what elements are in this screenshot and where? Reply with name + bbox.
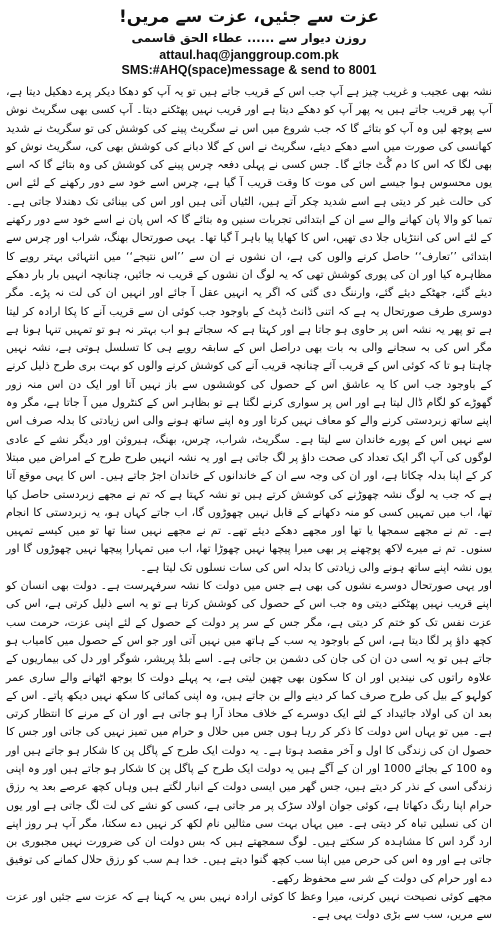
author-name: عطاء الحق قاسمی: [131, 31, 243, 45]
byline-separator: ......: [247, 31, 275, 45]
byline: [6, 30, 492, 46]
column-title: عزت سے جئیں، عزت سے مریں!: [119, 7, 379, 27]
paragraph-3: مجھے کوئی نصیحت نہیں کرنی، میرا وعظ کا کوئی ارادہ نہیں بس یہ کہنا ہے کہ عزت سے جئیں اور عزت سے مریں، سب سے بڑی دولت یہی ہے۔: [6, 890, 492, 922]
column-header: [6, 6, 492, 78]
column-name: روزن دیوار سے: [278, 31, 367, 45]
column-body: [6, 83, 492, 925]
paragraph-1: نشہ بھی عجیب و غریب چیز ہے آپ جب اس کے قریب جاتے ہیں تو یہ آپ کو دھکا دیکر پرے دھکیل دیتا ہے، آپ پھر قریب جاتے ہیں یہ پھر آپ کو دھکے دیتا ہے اور قریب نہیں پھٹکنے دیتا۔ آپ کسی بھی سگریٹ نوش سے پوچھ لیں وہ آپ کو بتائے گا کہ جب شروع میں اس نے سگریٹ پینے کی کوشش کی تو سگریٹ نے شدید کھانسی کی صورت میں اسے دھکے دیئے، سگریٹ نے اس کے گلا دبانے کی کوشش بھی کی، سگریٹ نوش کو بھی لگا کہ اس کا دم گُٹ جائے گا۔ جس کسی نے پہلی دفعہ چرس پینے کی کوشش کی وہ بتائے گا کہ اسے یوں محسوس ہوا جیسے اس کی موت کا وقت قریب آ گیا ہے، چرس اسے خود سے دور رکھنے کے لئے اس کی حالت غیر کر دیتی ہے اسے شدید چکر آتے ہیں، الٹیاں آتی ہیں اور اس کی بینائی تک دھندلا جاتی ہے۔ تمبا کو والا پان کھانے والے سے ان کے ابتدائی تجربات سنیں وہ بتائے گا کہ اس پان نے اسے خود سے دور رکھنے کے لئے اس کی انتڑیاں جلا دی تھیں، اس کا کھایا پیا باہر آ گیا تھا۔ یہی صورتحال بھنگ، شراب اور چرس سے ابتدائی ’’تعارف‘‘ حاصل کرنے والوں کی ہے، ان نشوں نے ان سے ’’اس نتیجے‘‘ میں انتہائی بہتر رویے کا مظاہرہ کیا اور ان کی پوری کوشش تھی کہ یہ لوگ ان نشوں کے قریب نہ جائیں، چنانچہ انہیں بار بار دھکے دیئے گئے، جھٹکے دیئے گئے، وارننگ دی گئی کہ اگر یہ انہیں عقل آ جائے اور انہیں ان کی لت نہ پڑے۔ مگر دوسری طرف صورتحال یہ ہے کہ اتنی ڈانٹ ڈپٹ کے باوجود جب کوئی ان سے قریب آنے کا پکا ارادہ کر لیتا ہے تو پھر یہ نشہ اس پر حاوی ہو جاتا ہے اور کہتا ہے کہ سجاتے ہو اب بہتر نہ ہو تو تمہیں تنہا ہونا ہے مگر اس کی بہ سجانے والی بہ بات بھی دراصل اس کے سابقہ رویے ہی کا تسلسل ہوتی ہے، نشہ نہیں چاہتا ہو تا کہ کوئی اس کے قریب آئے چنانچہ قریب آنے کی کوشش کرنے والوں کو بہت بری طرح ذلیل کرنے کے باوجود جب اس کا یہ عاشق اس کے حصول کی کوششوں سے باز نہیں آتا اور ایک دن اس منہ زور گھوڑے کو لگام ڈال لیتا ہے اور اس پر سواری کرنے لگتا ہے تو بظاہر اس کے کنٹرول میں آ جاتا ہے، مگر وہ اپنے ساتھ زبردستی کرنے والے کو معاف نہیں کرتا اور وہ اپنے ساتھ ہونے والی اس زیادتی کا بدلہ صرف اس سے نہیں اس کے پورے خاندان سے لیتا ہے۔ سگریٹ، شراب، چرس، بھنگ، ہیروئن اور دیگر نشے کے عادی لوگوں کی آپ اگر ایک تعداد کی صحت داؤ پر لگ جاتی ہے اور یہ نشہ انہیں طرح طرح کے امراض میں مبتلا کر کے اپنا بدلہ چکاتا ہے، اور ان کی وجہ سے ان کے خاندانوں کے خاندان اجڑ جاتے ہیں۔ اس کا یہی موقع آتا ہے کہ جب یہ لوگ نشہ چھوڑنے کی کوشش کرتے ہیں تو نشہ کہتا ہے کہ تم نے مجھے زبردستی حاصل کیا تھا، اب میں تمہیں کسی کو منہ دکھانے کے قابل نہیں چھوڑوں گا، اب جاتے کہاں ہو، یہ زبردستی کا انجام ہے۔ تم نے مجھے سمجھا یا تھا اور مجھے دھکے دیئے تھے۔ تم نے مجھے نہیں سنا تھا تو میں کیسے تمہیں سنوں۔ تم نے میرے لاکھ پوچھنے پر بھی میرا پیچھا نہیں چھوڑا تھا، اب میں تمہارا پیچھا نہیں چھوڑوں گا اور یوں نشہ اپنے ساتھ ہونے والی زیادتی کا بدلہ اس کی سات نسلوں تک لیتا ہے۔: [6, 85, 492, 574]
paragraph-2: اور یہی صورتحال دوسرے نشوں کی بھی ہے جس میں دولت کا نشہ سرفہرست ہے۔ دولت بھی انسان کو اپنے قریب نہیں پھٹکنے دیتی وہ جب اس کے حصول کی کوشش کرتا ہے تو یہ اسے ذلیل کرتی ہے، اس کی عزت نفس تک کو ختم کر دیتی ہے، مگر جس کے سر پر دولت کے حصول کے لئے اپنی عزت، حرمت سب کچھ داؤ پر لگا دیتا ہے، اس کے باوجود یہ سب کے ہاتھ میں نہیں آتی اور جو اس کے حصول میں کامیاب ہو جاتے ہیں تو یہ اسی دن ان کی جان کی دشمن بن جاتی ہے۔ اسے بلڈ پریشر، شوگر اور دل کی بیماریوں کے علاوہ راتوں کی نیندیں اور ان کا سکون بھی چھین لیتی ہے، یہ پہلے دولت کا بوجھ اٹھانے والے ساری عمر کولہو کے بیل کی طرح صرف کما کر دینے والے بن جاتے ہیں، وہ اپنی کمائی کا سکھ نہیں دیکھ پاتے۔ اس کے بعد ان کی اولاد جائیداد کے لئے ایک دوسرے کے خلاف محاذ آرا ہو جاتی ہے اور ان کے مرنے کا انتظار کرتی ہے۔ میں تو یہاں اس دولت کا ذکر کر رہا ہوں جس میں حلال و حرام میں تمیز نہیں کی جاتی اور جس کا حصول ان کی زندگی کا اول و آخر مقصد ہوتا ہے۔ یہ دولت ایک طرح کے پاگل پن کا شکار ہو جاتے ہیں اور وہ 100 کے بجائے 1000 اور ان کے آگے ہیں یہ دولت ایک طرح کے پاگل پن کا شکار ہو جاتے ہیں اور وہ اپنی زندگی اسی کے نذر کر دیتے ہیں، جس گھر میں ایسی دولت کے انبار لگتے ہیں وہاں کچھ عرصے بعد یہ رزق حرام اپنا رنگ دکھاتا ہے، کوئی جوان اولاد سڑک پر مر جاتی ہے، کسی کو نشے کی لت لگ جاتی ہے اور یوں ان کی نسلیں تباہ کر دیتی ہے۔ میں یہاں بہت سی مثالیں نام لکھ کر نہیں دے سکتا، مگر آپ ہر روز اپنے ارد گرد اس کا مشاہدہ کر سکتے ہیں۔ لوگ سمجھتے ہیں کہ بس دولت ان کی ضرورت نہیں مجبوری بن جاتی ہے اور وہ اس کی حرص میں اپنا سب کچھ گنوا دیتے ہیں۔ خدا ہم سب کو رزق حلال کمانے کی توفیق دے اور حرام کی دولت کے شر سے محفوظ رکھے۔: [6, 579, 492, 885]
sms-instructions: SMS:#AHQ(space)message & send to 8001: [121, 63, 377, 77]
author-email: attaul.haq@janggroup.com.pk: [159, 48, 339, 62]
